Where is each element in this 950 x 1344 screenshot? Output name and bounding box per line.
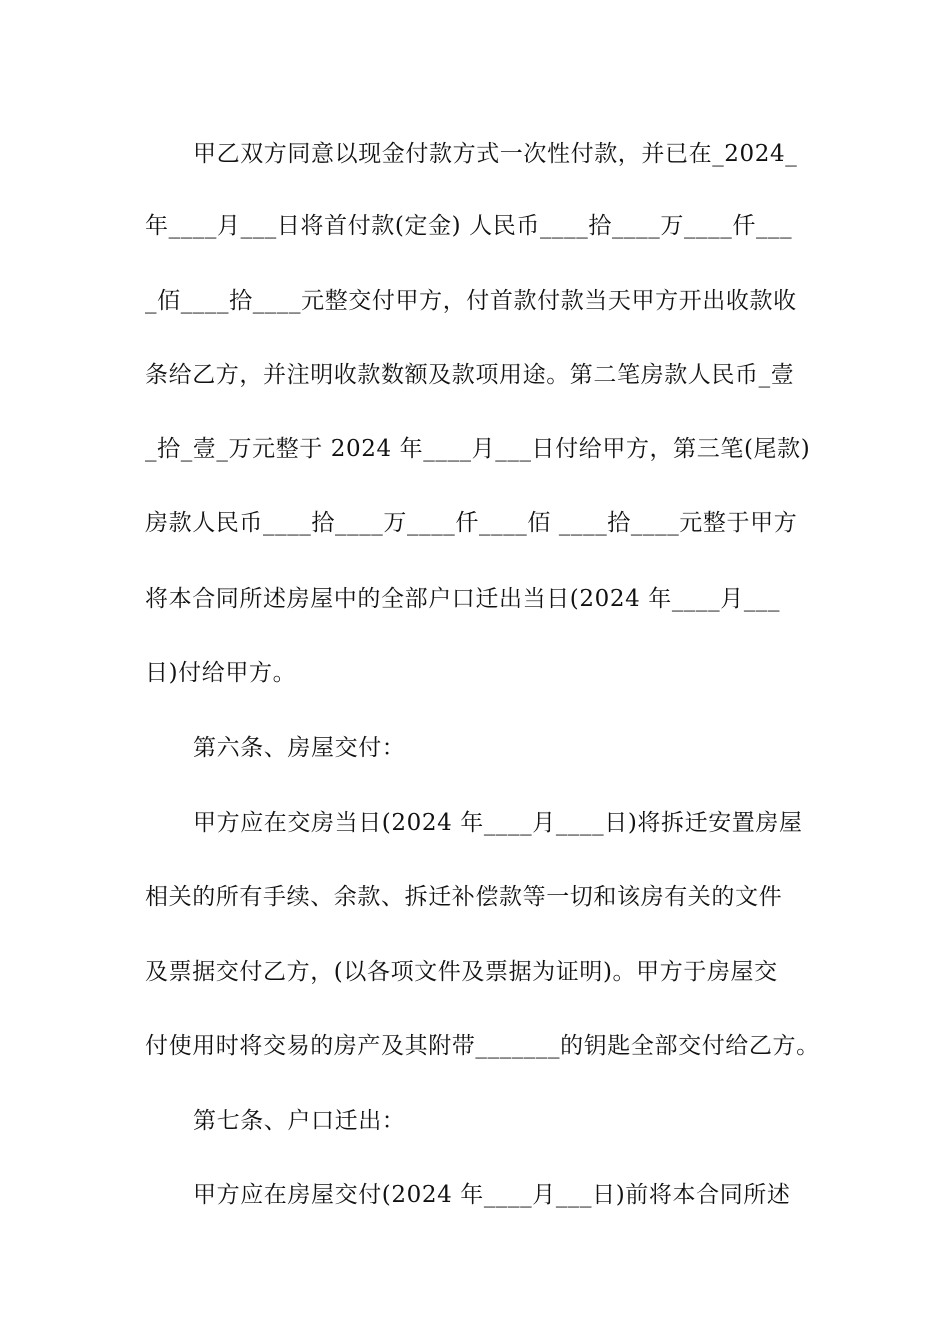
paragraph-payment-line-3: _佰____拾____元整交付甲方，付首款付款当天甲方开出收款收: [145, 288, 797, 314]
paragraph-payment-line-6: 房款人民币____拾____万____仟____佰 ____拾____元整于甲方: [145, 510, 798, 536]
paragraph-payment-line-1: 甲乙双方同意以现金付款方式一次性付款，并已在_2024_: [193, 141, 798, 167]
paragraph-household-line-1: 甲方应在房屋交付(2024 年____月___日)前将本合同所述: [193, 1182, 791, 1208]
paragraph-delivery-line-1: 甲方应在交房当日(2024 年____月____日)将拆迁安置房屋: [193, 810, 803, 836]
paragraph-payment-line-4: 条给乙方，并注明收款数额及款项用途。第二笔房款人民币_壹: [145, 362, 795, 388]
paragraph-delivery-line-4: 付使用时将交易的房产及其附带_______的钥匙全部交付给乙方。: [145, 1033, 820, 1059]
paragraph-payment-line-7: 将本合同所述房屋中的全部户口迁出当日(2024 年____月___: [145, 586, 781, 612]
paragraph-payment-line-5: _拾_壹_万元整于 2024 年____月___日付给甲方，第三笔(尾款): [145, 436, 811, 462]
paragraph-delivery-line-2: 相关的所有手续、余款、拆迁补偿款等一切和该房有关的文件: [145, 884, 783, 910]
paragraph-payment-line-8: 日)付给甲方。: [145, 660, 297, 686]
article-6-heading: 第六条、房屋交付：: [193, 735, 406, 761]
article-7-heading: 第七条、户口迁出：: [193, 1108, 406, 1134]
paragraph-delivery-line-3: 及票据交付乙方，(以各项文件及票据为证明)。甲方于房屋交: [145, 959, 778, 985]
paragraph-payment-line-2: 年____月___日将首付款(定金) 人民币____拾____万____仟___: [145, 213, 793, 239]
